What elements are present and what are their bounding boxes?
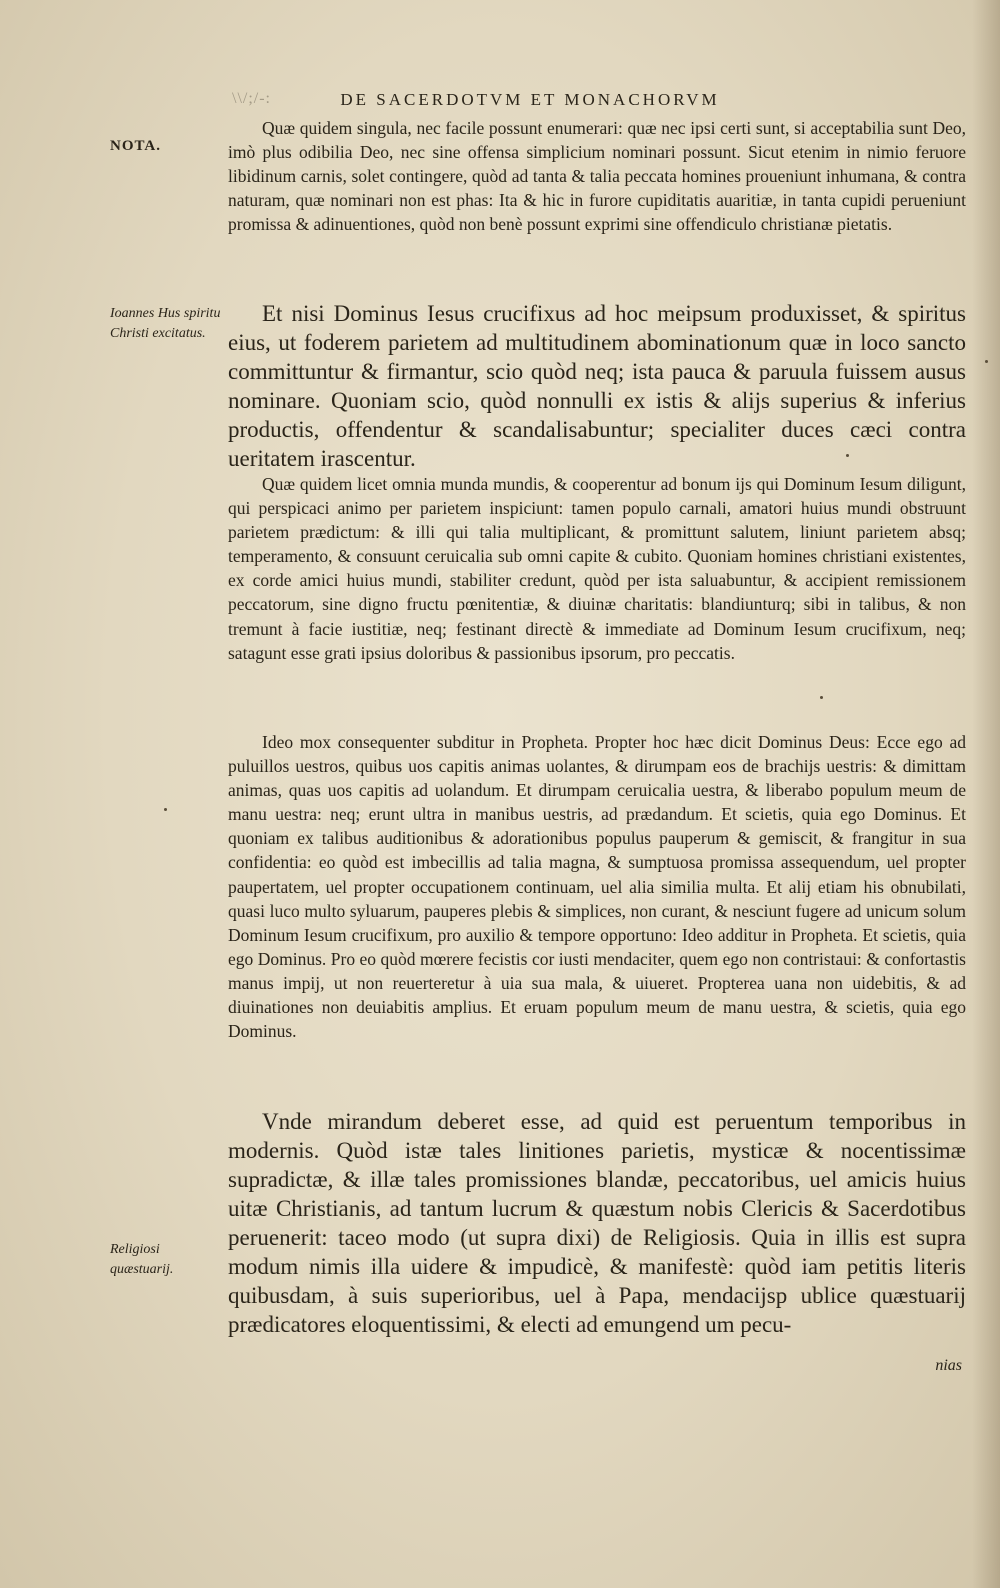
paragraph-1: Quæ quidem singula, nec facile possunt enumerari: quæ nec ipsi certi sunt, si acceptabilia sunt Deo, imò plus odibilia Deo, nec sine offensa simplicium nominari possunt. Sicut etenim in nimio feruore libidinum carnis, solet contingere, quòd ad tanta & talia peccata homines proueniunt inhumana, & contra naturam, quæ nominari non est phas: Ita & hic in furore cupiditatis auaritiæ, in tanta cupidi perueniunt promissa & adinuentiones, quòd non benè possunt exprimi sine offendiculo christianæ pietatis. [228, 118, 966, 235]
running-head: DE SACERDOTVM ET MONACHORVM [340, 90, 720, 109]
faded-folio-mark: \\/;/-: [232, 90, 271, 107]
ink-speck [164, 808, 167, 811]
paragraph-2: Et nisi Dominus Iesus crucifixus ad hoc meipsum produxisset, & spiritus eius, ut foderem parietem ad multitudinem abominationum quæ in loco sancto committuntur & firmantur, scio quòd neq; ista pauca & paruula fuissem ausus nominare. Quoniam scio, quòd nonnulli ex istis & alijs superius & inferius productis, offendentur & scandalisabuntur; specialiter duces cæci contra ueritatem irascentur. [228, 301, 966, 471]
paragraph-4: Ideo mox consequenter subditur in Propheta. Propter hoc hæc dicit Dominus Deus: Ecce ego ad puluillos uestros, quibus uos capitis animas uolantes, & dirumpam eos de brachijs uestris: & dimittam animas, quas uos capitis ad uolandum. Et dirumpam ceruicalia uestra, & liberabo populum meum de manu uestra: neq; erunt ultra in manibus uestris, ad prædandum. Et scietis, quia ego Dominus. Et quoniam ex talibus auditionibus & adorationibus populus pauperum & gemiscit, & frangitur in sua confidentia: eo quòd est imbecillis ad talia magna, & sumptuosa promissa assequendum, uel propter paupertatem, uel propter occupationem continuam, uel alia similia multa. Et alij etiam his obnubilati, quasi luco multo syluarum, pauperes plebis & simplices, non curant, & nesciunt fugere ad unicum solum Dominum Iesum crucifixum, pro auxilio & tempore opportuno: Ideo additur in Propheta. Et scietis, quia ego Dominus. Pro eo quòd mœrere fecistis cor iusti mendaciter, quem ego non contristaui: & confortastis manus impij, ut non reuerteretur à uia sua mala, & uiueret. Propterea uana non uidebitis, & ad diuinationes non deuiabitis amplius. Et eruam populum meum de manu uestra, & scietis, quia ego Dominus. [228, 732, 966, 1042]
page-edge-shadow [972, 0, 1000, 1588]
ink-speck [985, 360, 988, 363]
ink-speck [846, 454, 849, 457]
paragraph-5: Vnde mirandum deberet esse, ad quid est peruentum temporibus in modernis. Quòd istæ tales linitiones parietis, mysticæ & nocentissimæ supradictæ, & illæ tales promissiones blandæ, peccatoribus, uel amicis huius uitæ Christianis, ad tantum lucrum & quæstum nobis Clericis & Sacerdotibus peruenerit: taceo modo (ut supra dixi) de Religiosis. Quia in illis est supra modum nimis illa uidere & impudicè, & manifestè: quòd iam petitis literis quibusdam, à suis superioribus, uel à Papa, mendacijsp ublice quæstuarij prædicatores eloquentissimi, & electi ad emungend um pecu- [228, 1109, 966, 1337]
margin-note-hus: Ioannes Hus spiritu Christi excitatus. [110, 306, 221, 341]
margin-note-nota: NOTA. [110, 138, 161, 154]
ink-speck [820, 696, 823, 699]
margin-note-religiosi: Religiosi quæstuarij. [110, 1242, 174, 1277]
catchword: nias [935, 1357, 962, 1374]
paragraph-3: Quæ quidem licet omnia munda mundis, & cooperentur ad bonum ijs qui Dominum Iesum diligunt, qui perspicaci animo per parietem inspiciunt: tamen populo carnali, amatori huius mundi obstruunt parietem prædictum: & illi qui talia multiplicant, & promittunt salutem, liniunt parietem absq; temperamento, & consuunt ceruicalia sub omni capite & cubito. Quoniam homines christiani existentes, ex corde amici huius mundi, stabiliter credunt, quòd per ista saluabuntur, & accipient remissionem peccatorum, sine digno fructu pœnitentiæ, & diuinæ charitatis: blandiunturq; sibi in talibus, & non tremunt à facie iustitiæ, neq; festinant directè & immediate ad Dominum Iesum crucifixum, neq; satagunt esse grati ipsius doloribus & passionibus ipsorum, pro peccatis. [228, 474, 966, 663]
